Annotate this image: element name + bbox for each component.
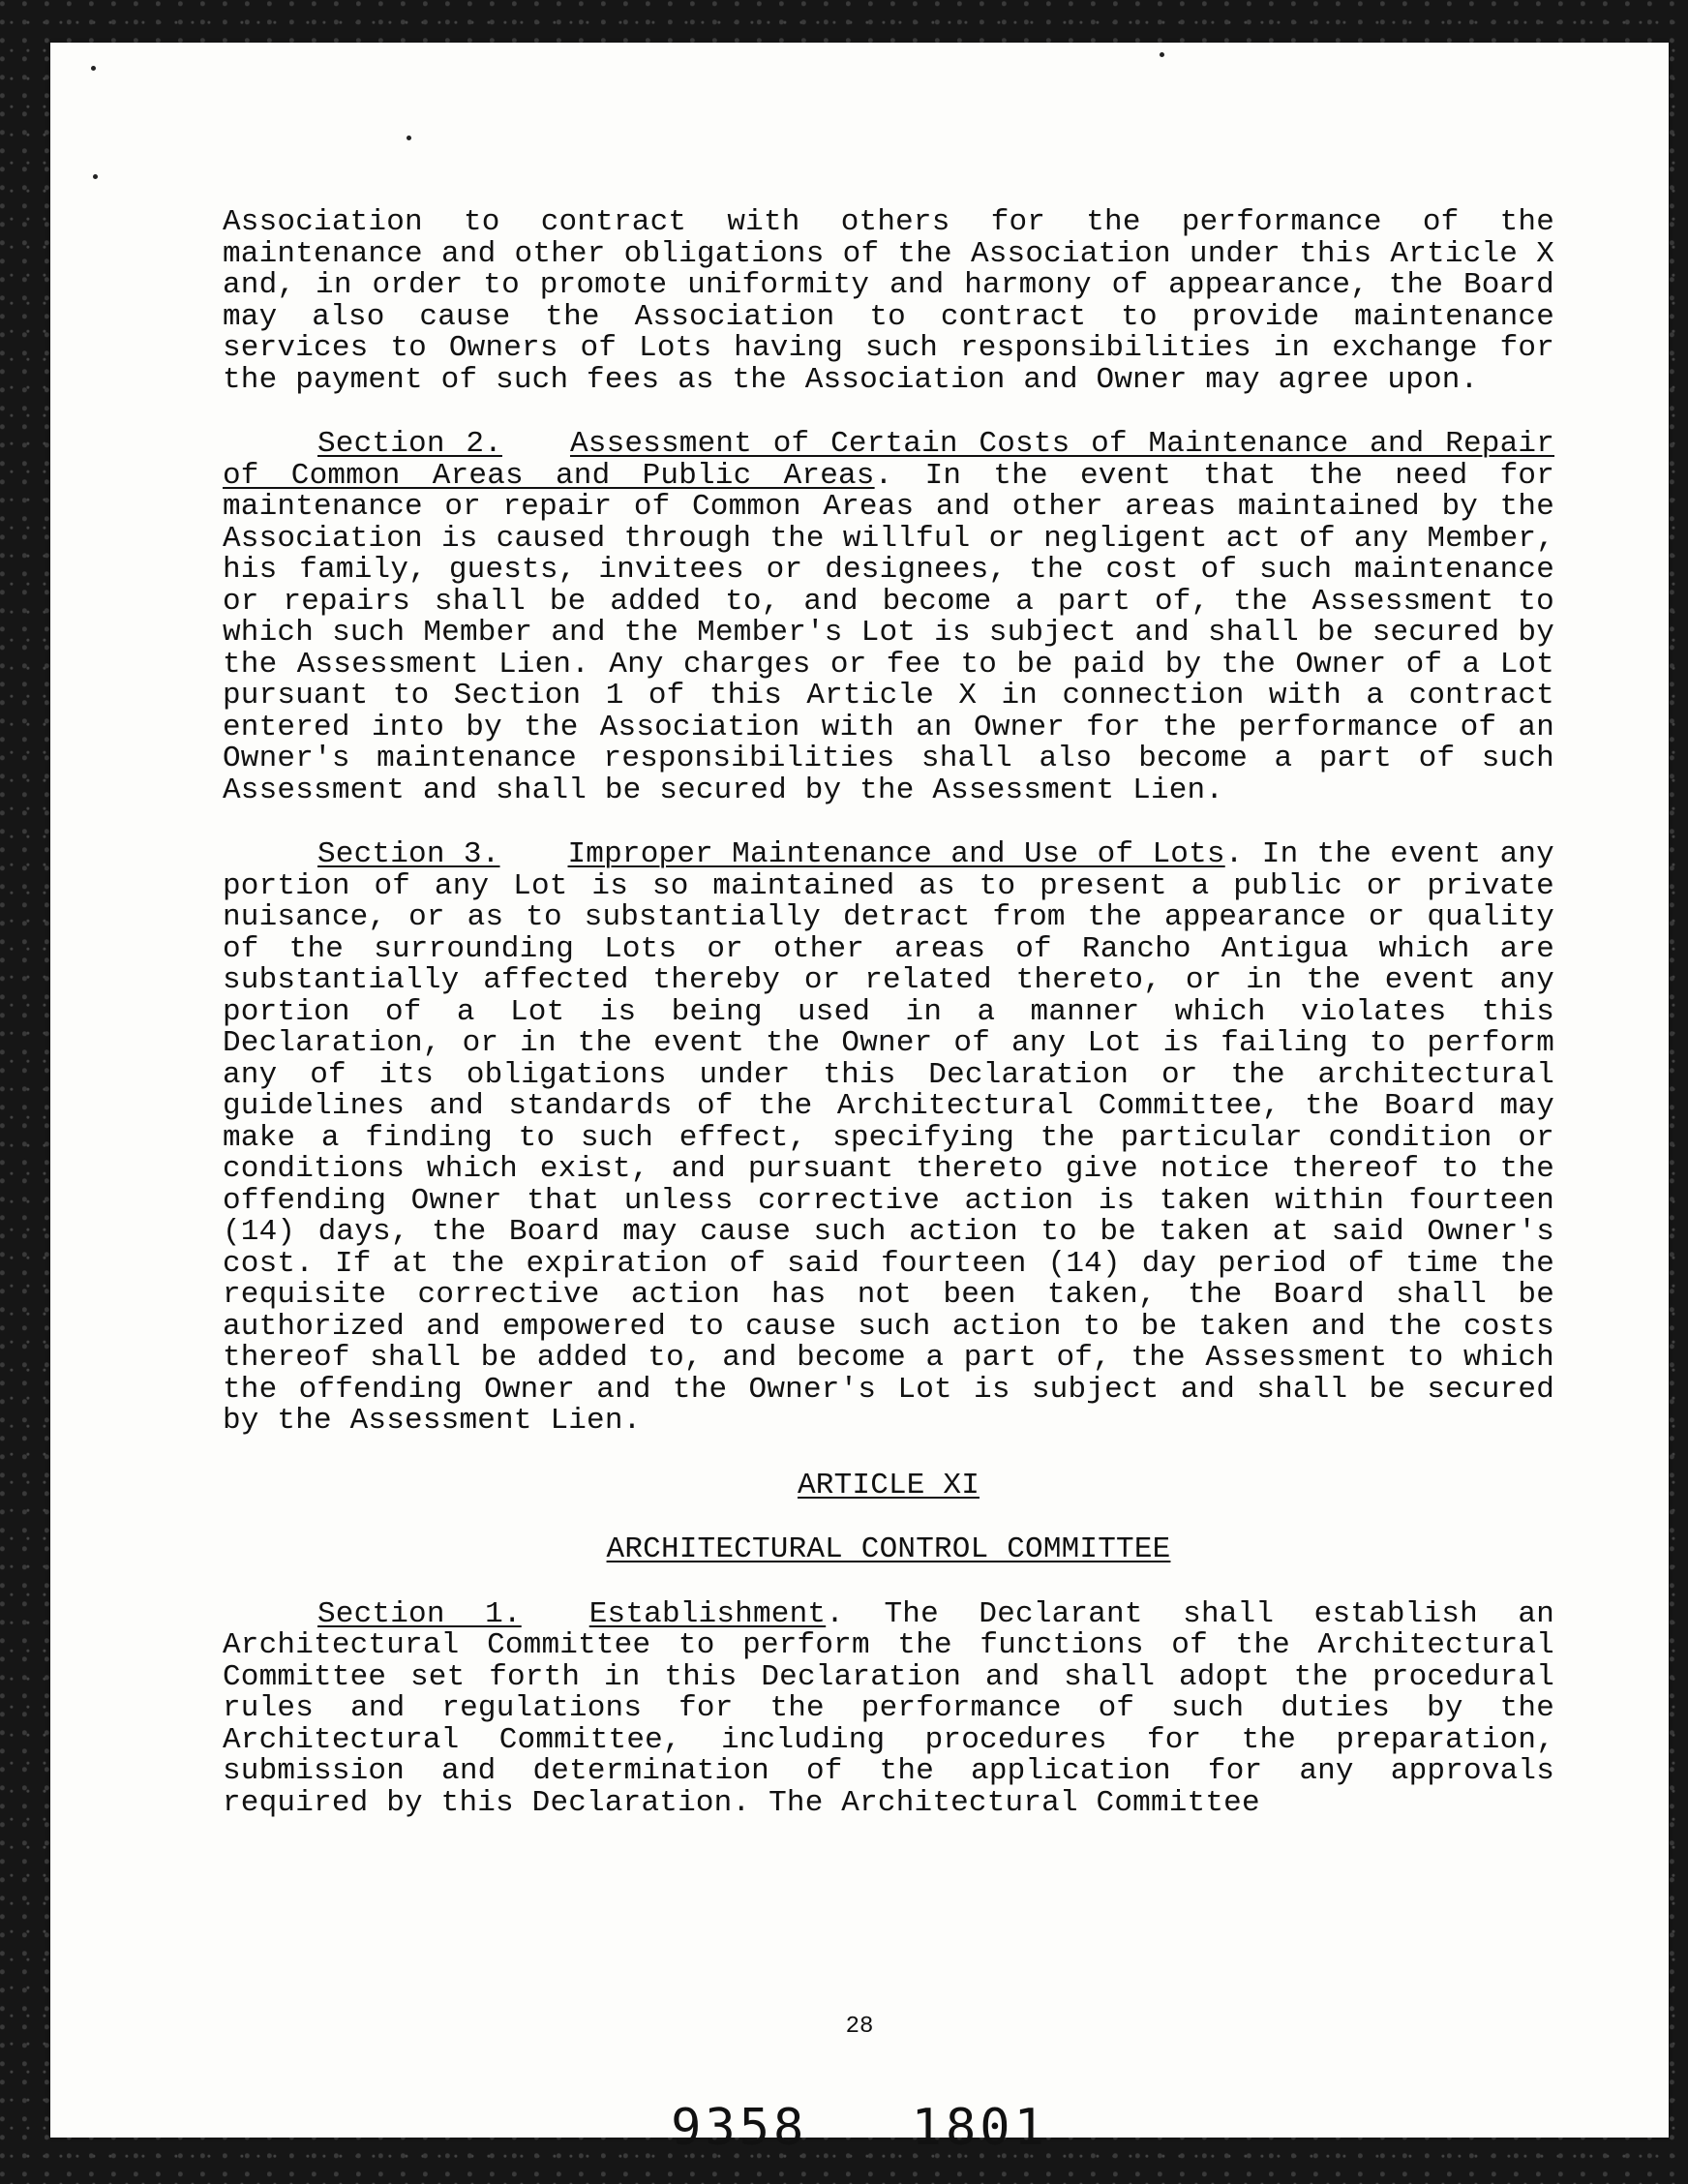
section-2-heading: Assessment of Certain Costs of Maintenance and Repair of Common Areas and Public Areas (223, 427, 1555, 493)
article-section-1-label: Section 1. (317, 1596, 522, 1631)
document-page (50, 43, 1669, 2157)
page-number: 28 (845, 2014, 874, 2040)
section-3-label: Section 3. (317, 837, 500, 871)
section-2-label: Section 2. (317, 427, 502, 461)
section-2-paragraph (223, 429, 1554, 806)
section-3-heading: Improper Maintenance and Use of Lots (567, 837, 1225, 871)
article-subtitle: ARCHITECTURAL CONTROL COMMITTEE (606, 1532, 1171, 1566)
scan-speck (93, 174, 98, 179)
scan-speck (1160, 52, 1164, 57)
article-section-1-heading: Establishment (588, 1596, 827, 1631)
document-body (223, 207, 1554, 1819)
recording-page-number: 1801 (911, 2099, 1048, 2157)
intro-paragraph: Association to contract with others for the performance of the maintenance and other obligations of the Association under this Article X and, in order to promote uniformity and harmony of appearance, the Board may also cause the Association to contract to provide maintenance services to Owners of Lots having such responsibilities in exchange for the payment of such fees as the Association and Owner may agree upon. (223, 205, 1554, 397)
section-3-body: . In the event any portion of any Lot is so maintained as to present a public or private nuisance, or as to substantially detract from the appearance or quality of the surrounding Lots or other areas of Rancho Antigua which are substantially affected thereby or related thereto, or in the event any portion of a Lot is being used in a manner which violates this Declaration, or in the event the Owner of any Lot is failing to perform any of its obligations under this Declaration or the architectural guidelines and standards of the Architectural Committee, the Board may make a finding to such effect, specifying the particular condition or conditions which exist, and pursuant thereto give notice thereof to the offending Owner that unless corrective action is taken within fourteen (14) days, the Board may cause such action to be taken at said Owner's cost. If at the expiration of said fourteen (14) day period of time the requisite corrective action has not been taken, the Board shall be authorized and empowered to cause such action to be taken and the costs thereof shall be added to, and become a part of, the Assessment to which the offending Owner and the Owner's Lot is subject and shall be secured by the Assessment Lien. (223, 837, 1554, 1438)
section-3-paragraph (223, 839, 1554, 1438)
article-section-1-paragraph (223, 1596, 1554, 1820)
article-section-1-body: . The Declarant shall establish an Architectural Committee to perform the functions of the Architectural Committee set forth in this Declaration and shall adopt the procedural rules and regulations for the performance of such duties by the Architectural Committee, including procedures for the preparation, submission and determination of the application for any approvals required by this Declaration. The Architectural Committee (223, 1596, 1554, 1820)
section-2-body: . In the event that the need for maintenance or repair of Common Areas and other areas maintained by the Association is caused through the willful or negligent act of any Member, his family, guests, invitees or designees, the cost of such maintenance or repairs shall be added to, and become a part of, the Assessment to which such Member and the Member's Lot is subject and shall be secured by the Assessment Lien. Any charges or fee to be paid by the Owner of a Lot pursuant to Section 1 of this Article X in connection with a contract entered into by the Association with an Owner for the performance of an Owner's maintenance responsibilities shall also become a part of such Assessment and shall be secured by the Assessment Lien. (223, 458, 1555, 807)
scan-speck (407, 136, 411, 140)
recording-number (50, 2099, 1669, 2157)
scan-speck (91, 66, 96, 71)
recording-book-number: 9358 (671, 2099, 808, 2157)
article-title: ARTICLE XI (797, 1468, 980, 1502)
